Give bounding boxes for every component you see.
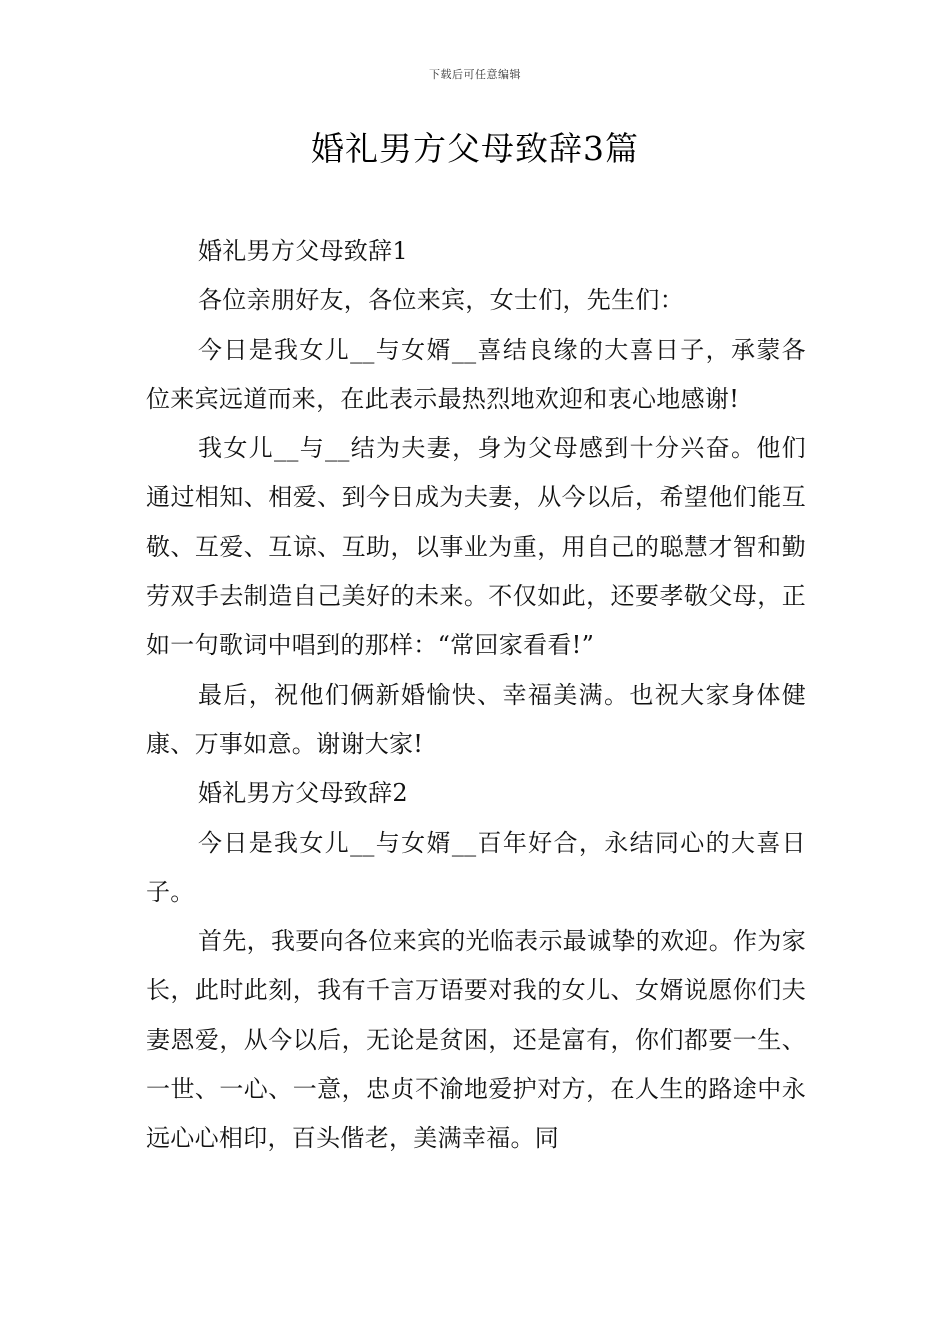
body-paragraph: 今日是我女儿__与女婿__百年好合，永结同心的大喜日子。	[146, 828, 806, 906]
body-paragraph: 我女儿__与__结为夫妻，身为父母感到十分兴奋。他们通过相知、相爱、到今日成为夫妻，从今以后，希望他们能互敬、互爱、互谅、互助，以事业为重，用自己的聪慧才智和勤劳双手去制造自己美好的未来。不仅如此，还要孝敬父母，正如一句歌词中唱到的那样：“常回家看看!”	[146, 434, 806, 660]
body-paragraph: 首先，我要向各位来宾的光临表示最诚挚的欢迎。作为家长，此时此刻，我有千言万语要对我的女儿、女婿说愿你们夫妻恩爱，从今以后，无论是贫困，还是富有，你们都要一生、一世、一心、一意，忠贞不渝地爱护对方，在人生的路途中永远心心相印，百头偕老，美满幸福。同	[146, 927, 806, 1153]
salutation-paragraph: 各位亲朋好友，各位来宾，女士们，先生们：	[198, 286, 684, 315]
section-heading-2: 婚礼男方父母致辞2	[198, 779, 408, 808]
body-paragraph: 最后，祝他们俩新婚愉快、幸福美满。也祝大家身体健康、万事如意。谢谢大家!	[146, 680, 806, 758]
document-body	[146, 227, 806, 1164]
section-heading-1: 婚礼男方父母致辞1	[198, 237, 408, 265]
body-paragraph: 今日是我女儿__与女婿__喜结良缘的大喜日子，承蒙各位来宾远道而来，在此表示最热烈地欢迎和衷心地感谢!	[146, 335, 806, 413]
header-note: 下载后可任意编辑	[429, 68, 521, 81]
document-title: 婚礼男方父母致辞3篇	[311, 129, 639, 168]
